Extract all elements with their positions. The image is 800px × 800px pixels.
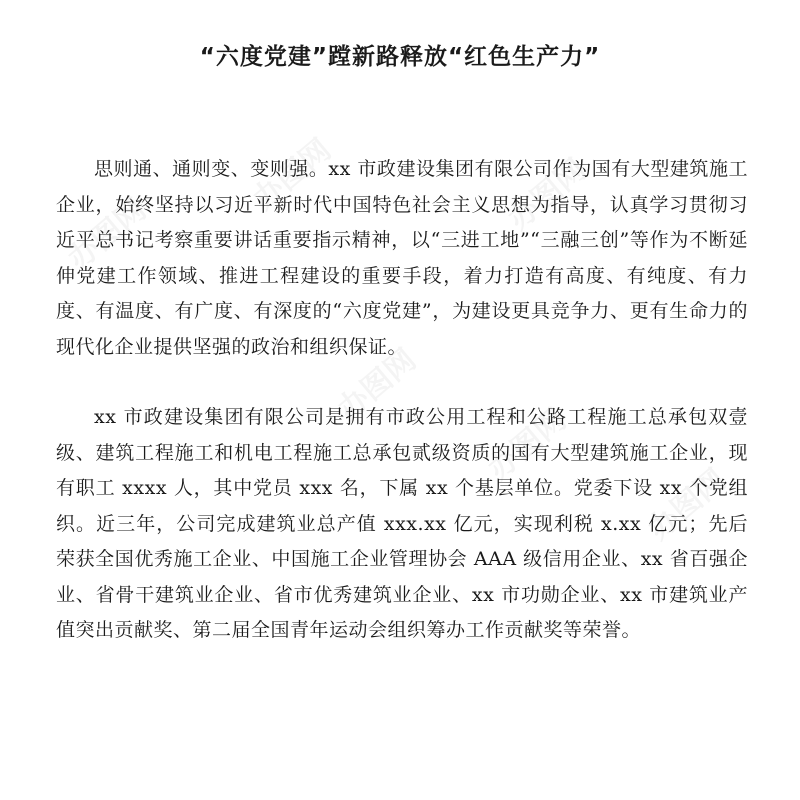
watermark-text: 办图网 xyxy=(61,192,153,278)
paragraph-intro: 思则通、通则变、变则强。xx 市政建设集团有限公司作为国有大型建筑施工企业，始终坚持以习近平新时代中国特色社会主义思想为指导，认真学习贯彻习近平总书记考察重要讲话重要指示精神，以“三进工地”“三融三创”等作为不断延伸党建工作领域、推进工程建设的重要手段，着力打造有高度、有纯度、有力度、有温度、有广度、有深度的“六度党建”，为建设更具竞争力、更有生命力的现代化企业提供坚强的政治和组织保证。 xyxy=(56,158,748,358)
watermark-text: 办图网 xyxy=(481,402,573,488)
watermark-text: 办图网 xyxy=(641,462,733,548)
paragraph-company-profile: xx 市政建设集团有限公司是拥有市政公用工程和公路工程施工总承包双壹级、建筑工程施工和机电工程施工总承包贰级资质的国有大型建筑施工企业，现有职工 xxxx 人，其中党员 xxx 名，下属 xx 个基层单位。党委下设 xx 个党组织。近三年，公司完成建筑业总产值 xxx.xx 亿元，实现利税 x.xx 亿元；先后荣获全国优秀施工企业、中国施工企业管理协会 AAA 级信用企业、xx 省百强企业、省骨干建筑业企业、省市优秀建筑业企业、xx 市功勋企业、xx 市建筑业产值突出贡献奖、第二届全国青年运动会组织筹办工作贡献奖等荣誉。 xyxy=(56,406,748,641)
watermark-text: 办图网 xyxy=(501,152,593,238)
watermark-text: 办图网 xyxy=(331,342,423,428)
document-title: “六度党建”蹚新路释放“红色生产力” xyxy=(199,44,601,70)
watermark-text: 办图网 xyxy=(246,132,338,218)
